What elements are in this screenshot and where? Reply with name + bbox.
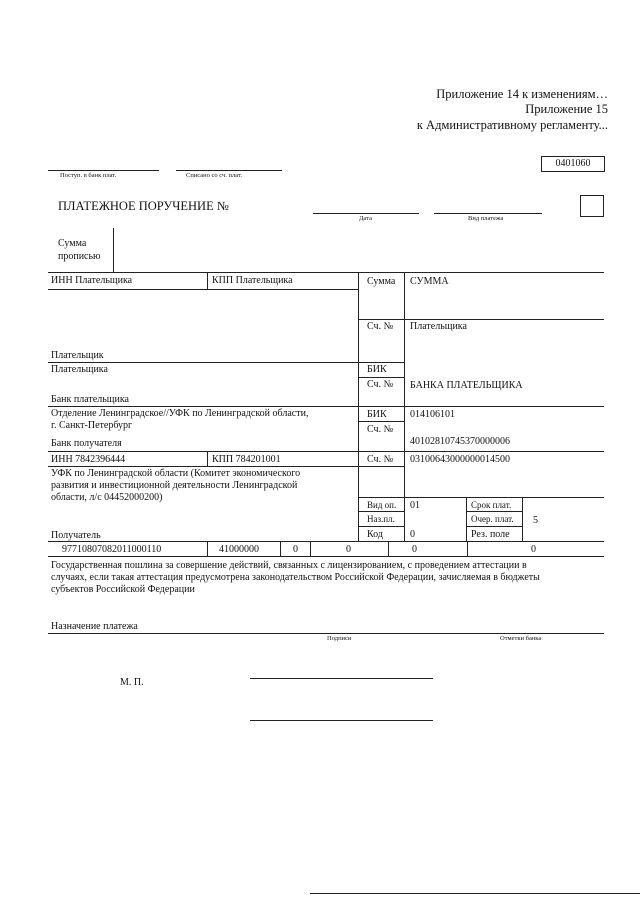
vid-op-value: 01: [410, 500, 420, 511]
tax-oktmo: 41000000: [219, 544, 259, 555]
purpose-line-2: случаях, если такая аттестация предусмотрена законодательством Российской Федерации, зачисляемая в бюджеты: [51, 572, 540, 583]
form-code-box: [541, 156, 605, 172]
debited-label: Списано со сч. плат.: [186, 172, 242, 179]
signature-line-2: [250, 720, 433, 721]
srok-label: Срок плат.: [471, 500, 512, 510]
tax-kbk: 97710807082011000110: [62, 544, 162, 555]
grid-line-1: [48, 272, 604, 273]
page-title: ПЛАТЕЖНОЕ ПОРУЧЕНИЕ №: [58, 199, 229, 213]
payer-bank-label: Банк плательщика: [51, 394, 129, 405]
amount-words-label-1: Сумма: [58, 238, 87, 249]
header-line-2: Приложение 15: [525, 102, 608, 116]
account-label-1: Сч. №: [367, 321, 394, 332]
recipient-bank-label: Банк получателя: [51, 438, 122, 449]
payment-type-label: Вид платежа: [468, 215, 504, 222]
naz-label: Наз.пл.: [367, 514, 395, 524]
bik-value: 014106101: [410, 409, 455, 420]
signatures-label: Подписи: [327, 635, 352, 642]
received-label: Поступ. в банк плат.: [60, 172, 117, 179]
rez-label: Рез. поле: [471, 529, 510, 540]
status-box: [580, 195, 604, 217]
bik-label-2: БИК: [367, 409, 387, 420]
bank-marks-label: Отметки банка: [500, 635, 542, 642]
account-value: 03100643000000014500: [410, 454, 510, 465]
recipient-kpp: КПП 784201001: [212, 454, 281, 465]
recipient-bank-line-1: Отделение Ленинградское//УФК по Ленинградской области,: [51, 408, 309, 419]
payer-kpp-label: КПП Плательщика: [212, 275, 293, 286]
purpose-line: [48, 633, 604, 634]
vid-op-label: Вид оп.: [367, 500, 397, 510]
payer-bank-value: БАНКА ПЛАТЕЛЬЩИКА: [410, 380, 523, 391]
date-label: Дата: [359, 215, 372, 222]
ocher-value: 5: [533, 515, 538, 526]
account-label-2: Сч. №: [367, 379, 394, 390]
payer-name: Плательщика: [51, 364, 108, 375]
payer-inn-label: ИНН Плательщика: [51, 275, 133, 286]
header-line-1: Приложение 14 к изменениям…: [436, 87, 608, 101]
date-line: [313, 213, 419, 214]
kod-value: 0: [410, 529, 415, 540]
recipient-name-line-3: области, л/с 04452000200): [51, 492, 163, 503]
tax-period: 0: [346, 544, 351, 555]
ocher-label: Очер. плат.: [471, 514, 514, 524]
tax-basis: 0: [293, 544, 298, 555]
stamp-label: М. П.: [120, 677, 144, 688]
bik-label-1: БИК: [367, 364, 387, 375]
sum-value: СУММА: [410, 276, 449, 287]
purpose-line-3: субъектов Российской Федерации: [51, 584, 195, 595]
header-line-3: к Административному регламенту...: [416, 118, 608, 132]
purpose-label: Назначение платежа: [51, 621, 138, 632]
sum-label: Сумма: [367, 276, 396, 287]
recipient-name-line-1: УФК по Ленинградской области (Комитет экономического: [51, 468, 301, 479]
recipient-bank-line-2: г. Санкт-Петербург: [51, 420, 133, 431]
amount-words-divider: [113, 228, 114, 272]
purpose-line-1: Государственная пошлина за совершение действий, связанных с лицензированием, с проведением аттестации в: [51, 560, 527, 571]
payer-account-value: Плательщика: [410, 321, 467, 332]
payment-type-line: [434, 213, 542, 214]
account-label-4: Сч. №: [367, 454, 394, 465]
corr-account-value: 40102810745370000006: [410, 436, 510, 447]
debited-line: [176, 170, 282, 171]
recipient-inn: ИНН 7842396444: [51, 454, 126, 465]
signature-line-1: [250, 678, 433, 679]
kod-label: Код: [367, 529, 383, 540]
tax-doc-date: 0: [531, 544, 536, 555]
bottom-rule: [310, 893, 640, 894]
tax-doc-number: 0: [412, 544, 417, 555]
account-label-3: Сч. №: [367, 424, 394, 435]
recipient-label: Получатель: [51, 530, 101, 541]
amount-words-label-2: прописью: [58, 251, 101, 262]
recipient-name-line-2: развития и инвестиционной деятельности Ленинградской: [51, 480, 298, 491]
payer-label: Плательщик: [51, 350, 104, 361]
received-line: [48, 170, 159, 171]
form-code: 0401060: [555, 158, 591, 169]
